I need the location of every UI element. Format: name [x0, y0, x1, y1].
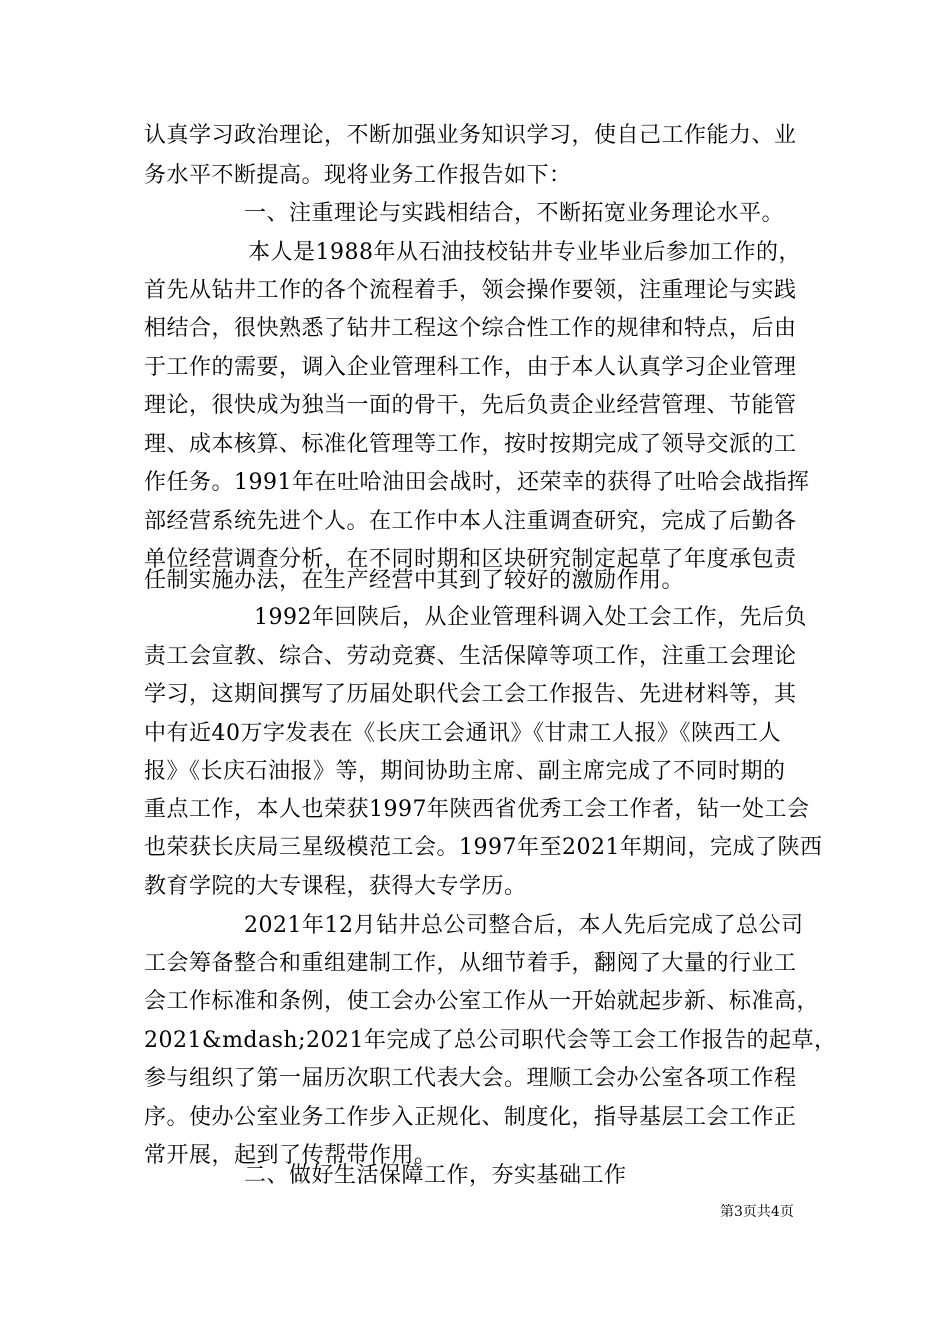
- body-line: 2021&mdash;2021年完成了总公司职代会等工会工作报告的起草，: [144, 1028, 837, 1053]
- body-line: 首先从钻井工作的各个流程着手，领会操作要领，注重理论与实践: [144, 278, 797, 303]
- body-line: 责工会宣教、综合、劳动竞赛、生活保障等项工作，注重工会理论: [144, 644, 797, 669]
- body-line: 认真学习政治理论，不断加强业务知识学习，使自己工作能力、业: [144, 123, 797, 148]
- section-heading: 二、做好生活保障工作，夯实基础工作: [244, 1163, 627, 1188]
- body-line: 工会筹备整合和重组建制工作，从细节着手，翻阅了大量的行业工: [144, 951, 797, 976]
- body-line: 中有近40万字发表在《长庆工会通讯》《甘肃工人报》《陕西工人: [144, 721, 781, 746]
- body-line: 单位经营调查分析，在不同时期和区块研究制定起草了年度承包责: [144, 547, 797, 572]
- body-line: 也荣获长庆局三星级模范工会。1997年至2021年期间，完成了陕西: [144, 835, 823, 860]
- body-line: 理、成本核算、标准化管理等工作，按时按期完成了领导交派的工: [144, 432, 797, 457]
- body-line: 会工作标准和条例，使工会办公室工作从一开始就起步新、标准高，: [144, 989, 820, 1014]
- body-line: 2021年12月钻井总公司整合后，本人先后完成了总公司: [244, 913, 804, 938]
- body-line: 任制实施办法，在生产经营中其到了较好的激励作用。: [144, 568, 685, 593]
- page-number: 第3页共4页: [720, 1204, 794, 1220]
- body-line: 相结合，很快熟悉了钻井工程这个综合性工作的规律和特点，后由: [144, 316, 797, 341]
- body-line: 学习，这期间撰写了历届处职代会工会工作报告、先进材料等，其: [144, 682, 797, 707]
- body-line: 1992年回陕后，从企业管理科调入处工会工作，先后负: [254, 605, 807, 630]
- body-line: 序。使办公室业务工作步入正规化、制度化，指导基层工会工作正: [144, 1105, 797, 1130]
- body-line: 教育学院的大专课程，获得大专学历。: [144, 874, 527, 899]
- body-line: 作任务。1991年在吐哈油田会战时，还荣幸的获得了吐哈会战指挥: [144, 470, 810, 495]
- body-line: 常开展，起到了传帮带作用。: [144, 1143, 437, 1168]
- body-line: 务水平不断提高。现将业务工作报告如下：: [144, 163, 572, 188]
- body-line: 报》《长庆石油报》等，期间协助主席、副主席完成了不同时期的: [144, 759, 786, 784]
- body-line: 部经营系统先进个人。在工作中本人注重调查研究，完成了后勤各: [144, 509, 797, 534]
- section-heading: 一、注重理论与实践相结合，不断拓宽业务理论水平。: [244, 201, 785, 226]
- body-line: 参与组织了第一届历次职工代表大会。理顺工会办公室各项工作程: [144, 1066, 797, 1091]
- body-line: 重点工作，本人也荣获1997年陕西省优秀工会工作者，钻一处工会: [144, 797, 810, 822]
- body-line: 本人是1988年从石油技校钻井专业毕业后参加工作的，: [248, 240, 801, 265]
- body-line: 于工作的需要，调入企业管理科工作，由于本人认真学习企业管理: [144, 355, 797, 380]
- body-line: 理论，很快成为独当一面的骨干，先后负责企业经营管理、节能管: [144, 393, 797, 418]
